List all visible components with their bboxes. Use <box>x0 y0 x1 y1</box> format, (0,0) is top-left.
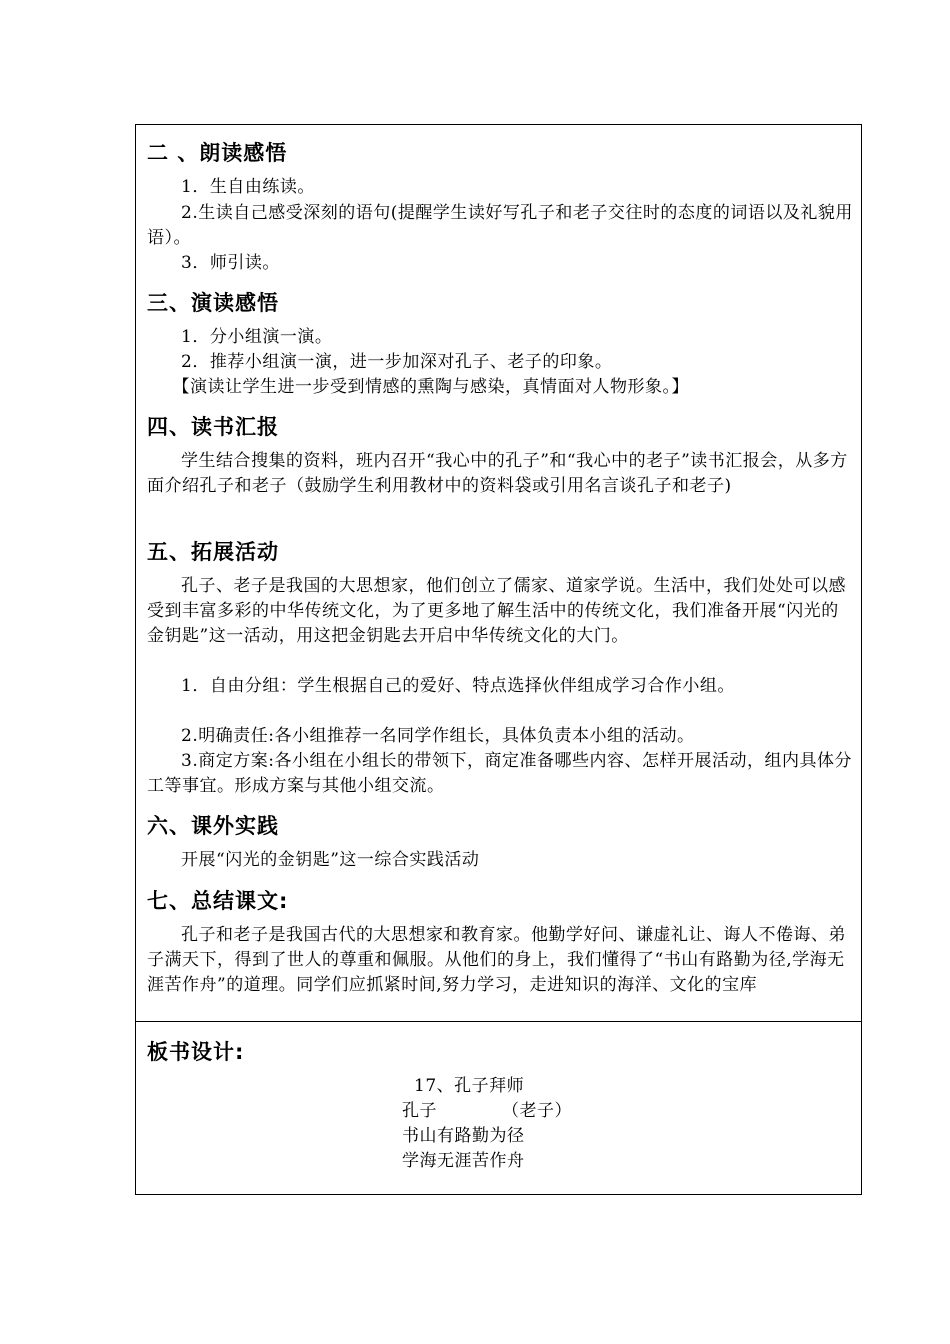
paragraph-note: 【演读让学生进一步受到情感的熏陶与感染，真情面对人物形象。】 <box>172 377 689 397</box>
board-left-name: 孔子 <box>402 1101 437 1121</box>
lesson-content-cell <box>136 125 861 1022</box>
board-line-1: 书山有路勤为径 <box>402 1126 525 1146</box>
board-heading: 板书设计: <box>147 1040 245 1064</box>
paragraph: 1．生自由练读。 <box>181 177 315 197</box>
paragraph: 学生结合搜集的资料，班内召开“我心中的孔子”和“我心中的老子”读书汇报会，从多方面介绍孔子和老子（鼓励学生利用教材中的资料袋或引用名言谈孔子和老子) <box>147 451 848 496</box>
paragraph: 2.明确责任:各小组推荐一名同学作组长，具体负责本小组的活动。 <box>181 726 695 746</box>
paragraph: 1．分小组演一演。 <box>181 327 333 347</box>
section-heading-extension: 五、拓展活动 <box>147 540 279 564</box>
paragraph: 孔子、老子是我国的大思想家，他们创立了儒家、道家学说。生活中，我们处处可以感受到丰富多彩的中华传统文化，为了更多地了解生活中的传统文化，我们准备开展“闪光的金钥匙”这一活动，用这把金钥匙去开启中华传统文化的大门。 <box>147 576 846 646</box>
section-heading-reading: 二 、朗读感悟 <box>147 141 288 165</box>
paragraph: 2．推荐小组演一演，进一步加深对孔子、老子的印象。 <box>181 352 613 372</box>
section-heading-summary: 七、总结课文: <box>147 889 289 913</box>
board-title: 17、孔子拜师 <box>414 1076 525 1096</box>
lesson-plan-table <box>135 124 862 1195</box>
paragraph: 3．师引读。 <box>181 253 280 273</box>
section-heading-report: 四、读书汇报 <box>147 415 279 439</box>
board-right-name: （老子） <box>502 1101 572 1121</box>
paragraph: 1．自由分组：学生根据自己的爱好、特点选择伙伴组成学习合作小组。 <box>181 676 735 696</box>
section-heading-acting: 三、演读感悟 <box>147 291 279 315</box>
board-line-2: 学海无涯苦作舟 <box>402 1151 525 1171</box>
paragraph: 3.商定方案:各小组在小组长的带领下，商定准备哪些内容、怎样开展活动，组内具体分工等事宜。形成方案与其他小组交流。 <box>147 751 852 796</box>
paragraph: 孔子和老子是我国古代的大思想家和教育家。他勤学好问、谦虚礼让、诲人不倦诲、弟子满天下，得到了世人的尊重和佩服。从他们的身上，我们懂得了“书山有路勤为径,学海无涯苦作舟”的道理。同学们应抓紧时间,努力学习，走进知识的海洋、文化的宝库 <box>147 925 846 995</box>
paragraph: 开展“闪光的金钥匙”这一综合实践活动 <box>181 850 480 870</box>
section-heading-practice: 六、课外实践 <box>147 814 279 838</box>
blackboard-design-cell <box>136 1022 861 1194</box>
paragraph: 2.生读自己感受深刻的语句(提醒学生读好写孔子和老子交往时的态度的词语以及礼貌用语）。 <box>147 203 853 248</box>
